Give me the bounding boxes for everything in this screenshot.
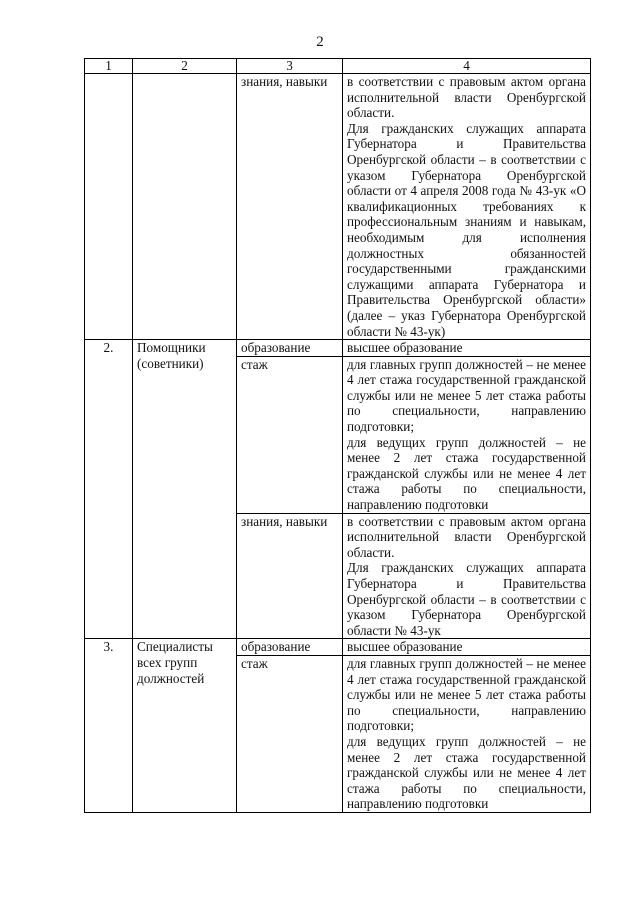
requirement-paragraph: в соответствии с правовым актом органа исполнительной власти Оренбургской области. [347,513,586,560]
requirement-paragraph: Для гражданских служащих аппарата Губернатора и Правительства Оренбургской области – в соответствии с указом Губернатора Оренбургской области от 4 апреля 2008 года № 43-ук «О квалификационных требованиях к профессиональным знаниям и навыкам, необходимым для исполнения должностных обязанностей государственными гражданскими служащими аппарата Губернатора и Правительства Оренбургской области» (далее – указ Губернатора Оренбургской области № 43-ук) [347,120,586,339]
requirement-cell [343,655,591,812]
position-cell [133,74,237,340]
column-header: 1 [85,59,133,74]
requirement-cell [343,513,591,639]
column-header: 4 [343,59,591,74]
column-header: 2 [133,59,237,74]
requirement-paragraph: в соответствии с правовым актом органа исполнительной власти Оренбургской области. [347,74,586,121]
row-number: 2. [85,340,133,639]
row-number: 3. [85,639,133,813]
requirement-paragraph: для ведущих групп должностей – не менее 2 лет стажа государственной гражданской службы или не менее 4 лет стажа работы по специальности, направлению подготовки [347,434,586,513]
category-cell: образование [237,639,343,656]
table-row [85,340,591,357]
category-cell: стаж [237,356,343,513]
requirement-paragraph: Для гражданских служащих аппарата Губернатора и Правительства Оренбургской области – в соответствии с указом Губернатора Оренбургской области № 43-ук [347,560,586,638]
row-number [85,74,133,340]
requirement-paragraph: высшее образование [347,639,463,655]
requirement-cell [343,74,591,340]
category-cell: стаж [237,655,343,812]
position-cell: Специалисты всех групп должностей [133,639,237,813]
table-header-row [85,59,591,74]
requirement-paragraph: высшее образование [347,340,463,356]
category-cell: знания, навыки [237,513,343,639]
requirement-cell [343,639,591,656]
position-cell: Помощники (советники) [133,340,237,639]
requirement-paragraph: для ведущих групп должностей – не менее 2 лет стажа государственной гражданской службы или не менее 4 лет стажа работы по специальности, направлению подготовки [347,733,586,812]
column-header: 3 [237,59,343,74]
table-row [85,639,591,656]
requirement-cell [343,356,591,513]
requirement-paragraph: для главных групп должностей – не менее 4 лет стажа государственной гражданской службы или не менее 5 лет стажа работы по специальности, направлению подготовки; [347,356,586,435]
category-cell: образование [237,340,343,357]
requirement-paragraph: для главных групп должностей – не менее 4 лет стажа государственной гражданской службы или не менее 5 лет стажа работы по специальности, направлению подготовки; [347,655,586,734]
qualification-table [84,58,591,813]
page-number: 2 [316,34,324,50]
requirement-cell [343,340,591,357]
table-row [85,74,591,340]
category-cell: знания, навыки [237,74,343,340]
